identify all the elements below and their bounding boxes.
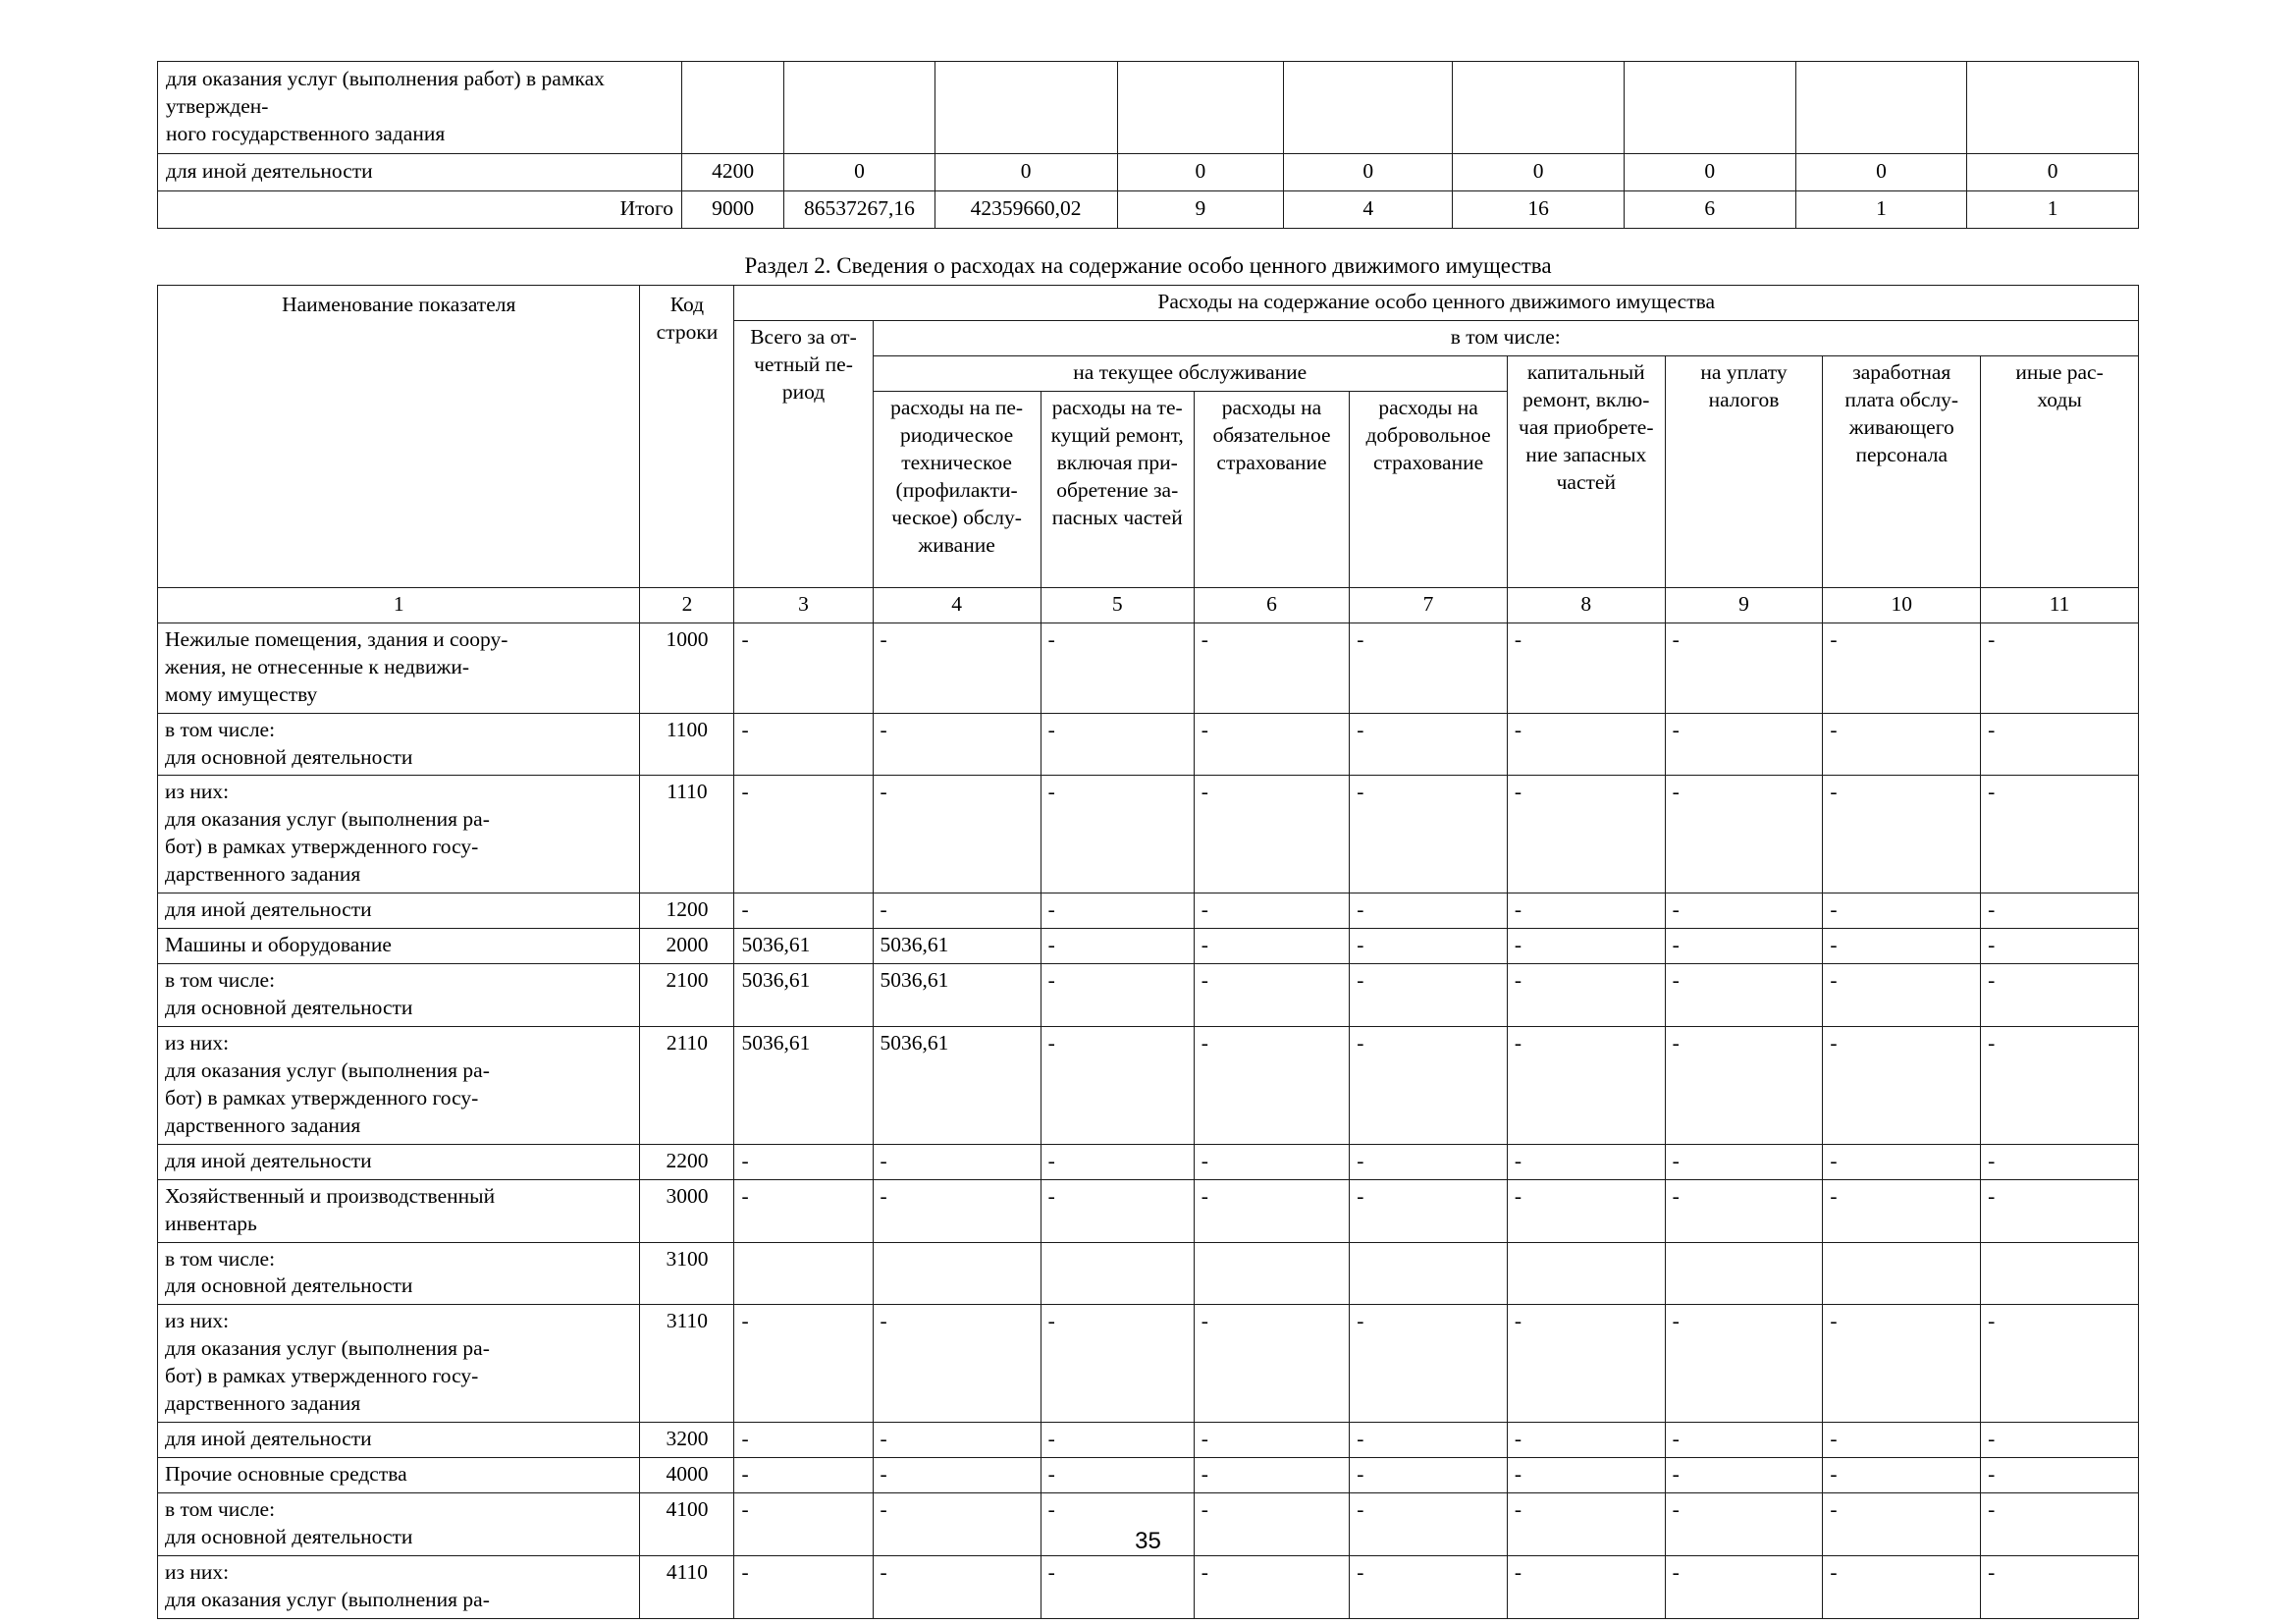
table-row-4200-cell-10: 0 — [1967, 153, 2139, 190]
table-row-2110-cell-11: - — [1981, 1026, 2139, 1144]
table-row-3100-cell-4 — [873, 1242, 1041, 1305]
column-number-4: 4 — [873, 587, 1041, 623]
table-row-1110-cell-3: - — [734, 776, 873, 893]
table-row-total-cell-2: 9000 — [682, 190, 784, 228]
table-row-4200-cell-9: 0 — [1795, 153, 1967, 190]
table-row-3100-cell-8 — [1507, 1242, 1665, 1305]
column-number-5: 5 — [1041, 587, 1194, 623]
table-row-3100-cell-5 — [1041, 1242, 1194, 1305]
header-group-expenses: Расходы на содержание особо ценного движимого имущества — [734, 286, 2139, 321]
table-row-1100-cell-11: - — [1981, 713, 2139, 776]
column-number-row — [158, 587, 2139, 623]
table-row-1200-cell-6: - — [1194, 893, 1349, 929]
table-row-3110-cell-6: - — [1194, 1305, 1349, 1423]
table-row-4000-cell-7: - — [1350, 1458, 1508, 1493]
table-row-1110-cell-9: - — [1665, 776, 1823, 893]
table-row-1100-code: 1100 — [640, 713, 734, 776]
table-row-1100-cell-6: - — [1194, 713, 1349, 776]
table-row-3100-cell-10 — [1823, 1242, 1981, 1305]
table-row-3000-cell-6: - — [1194, 1179, 1349, 1242]
table-row-2110-cell-6: - — [1194, 1026, 1349, 1144]
column-number-9: 9 — [1665, 587, 1823, 623]
table-row-3000-cell-4: - — [873, 1179, 1041, 1242]
table-row-3200-code: 3200 — [640, 1423, 734, 1458]
table-row-4110-cell-4: - — [873, 1555, 1041, 1618]
table-row-total-cell-10: 1 — [1967, 190, 2139, 228]
table-row-1000-cell-8: - — [1507, 623, 1665, 713]
header-group-current-service: на текущее обслуживание — [873, 355, 1507, 391]
table-row-3110-label: из них: для оказания услуг (выполнения ра- бот) в рамках утвержденного госу- дарственного задания — [158, 1305, 640, 1423]
table-row-total-cell-7: 16 — [1453, 190, 1625, 228]
table-row-1100 — [158, 713, 2139, 776]
table-row-4200-cell-6: 0 — [1284, 153, 1453, 190]
table-row-2100-cell-7: - — [1350, 964, 1508, 1027]
table-row-2000-code: 2000 — [640, 929, 734, 964]
table-row-4100-cell-5: - — [1041, 1493, 1194, 1556]
column-number-1: 1 — [158, 587, 640, 623]
table-row-3000-cell-5: - — [1041, 1179, 1194, 1242]
header-capital-repair: капитальный ремонт, вклю- чая приобрете- ние запасных частей — [1507, 355, 1665, 587]
table-row-total-cell-9: 1 — [1795, 190, 1967, 228]
table-row-1110-cell-4: - — [873, 776, 1041, 893]
table-row-1110-cell-8: - — [1507, 776, 1665, 893]
table-row-4000-cell-11: - — [1981, 1458, 2139, 1493]
table-row-3000-cell-11: - — [1981, 1179, 2139, 1242]
table-row-4100-label: в том числе: для основной деятельности — [158, 1493, 640, 1556]
table-row-2200-cell-11: - — [1981, 1144, 2139, 1179]
table-row-4100-cell-11: - — [1981, 1493, 2139, 1556]
table-row-3110-code: 3110 — [640, 1305, 734, 1423]
table-row-2110-cell-4: 5036,61 — [873, 1026, 1041, 1144]
table-row-2000-label: Машины и оборудование — [158, 929, 640, 964]
table-row-2200-label: для иной деятельности — [158, 1144, 640, 1179]
table-row-4110-cell-10: - — [1823, 1555, 1981, 1618]
table-row-1200-cell-7: - — [1350, 893, 1508, 929]
table-row-4100-continued-cell-2 — [682, 62, 784, 154]
table-row-2200 — [158, 1144, 2139, 1179]
table-row-1000-cell-10: - — [1823, 623, 1981, 713]
table-row-3200-cell-5: - — [1041, 1423, 1194, 1458]
table-row-2100-cell-4: 5036,61 — [873, 964, 1041, 1027]
table-row-4200-cell-3: 0 — [784, 153, 934, 190]
table-row-2200-cell-10: - — [1823, 1144, 1981, 1179]
table-row-1000-cell-4: - — [873, 623, 1041, 713]
column-number-6: 6 — [1194, 587, 1349, 623]
table-row-3100-label: в том числе: для основной деятельности — [158, 1242, 640, 1305]
table-row-2000 — [158, 929, 2139, 964]
table-row-3100-cell-11 — [1981, 1242, 2139, 1305]
table-row-1200-cell-4: - — [873, 893, 1041, 929]
table-row-2200-cell-9: - — [1665, 1144, 1823, 1179]
table-row-1200-cell-8: - — [1507, 893, 1665, 929]
header-name-of-indicator: Наименование показателя — [158, 286, 640, 588]
table-row-3110-cell-4: - — [873, 1305, 1041, 1423]
table-row-4100-continued-cell-10 — [1967, 62, 2139, 154]
table-row-1100-cell-8: - — [1507, 713, 1665, 776]
table-row-1200-cell-9: - — [1665, 893, 1823, 929]
table-row-1200-code: 1200 — [640, 893, 734, 929]
table-row-2000-cell-6: - — [1194, 929, 1349, 964]
table-row-3000 — [158, 1179, 2139, 1242]
table-row-1100-cell-7: - — [1350, 713, 1508, 776]
table-row-4100-continued — [158, 62, 2139, 154]
table-row-2100-code: 2100 — [640, 964, 734, 1027]
table-row-3110-cell-7: - — [1350, 1305, 1508, 1423]
table-row-1000-code: 1000 — [640, 623, 734, 713]
table-row-1100-cell-3: - — [734, 713, 873, 776]
table-row-1000-cell-9: - — [1665, 623, 1823, 713]
table-row-4200-cell-2: 4200 — [682, 153, 784, 190]
table-row-2000-cell-4: 5036,61 — [873, 929, 1041, 964]
table-row-total-cell-6: 4 — [1284, 190, 1453, 228]
table-row-1100-label: в том числе: для основной деятельности — [158, 713, 640, 776]
table-row-3100-code: 3100 — [640, 1242, 734, 1305]
table-row-2000-cell-9: - — [1665, 929, 1823, 964]
table-row-3000-cell-3: - — [734, 1179, 873, 1242]
table-row-1110-cell-6: - — [1194, 776, 1349, 893]
table-row-1000-cell-3: - — [734, 623, 873, 713]
table-row-total-cell-4: 42359660,02 — [934, 190, 1117, 228]
table-row-1110-code: 1110 — [640, 776, 734, 893]
table-row-2000-cell-5: - — [1041, 929, 1194, 964]
table-row-4110-code: 4110 — [640, 1555, 734, 1618]
table-row-2200-cell-5: - — [1041, 1144, 1194, 1179]
table-row-4000-cell-3: - — [734, 1458, 873, 1493]
table-row-3100 — [158, 1242, 2139, 1305]
header-periodic-technical-service: расходы на пе- риодическое техническое (профилакти- ческое) обслу- живание — [873, 391, 1041, 587]
table-row-1100-cell-4: - — [873, 713, 1041, 776]
table-row-3200-label: для иной деятельности — [158, 1423, 640, 1458]
table-row-2000-cell-11: - — [1981, 929, 2139, 964]
table-row-3000-code: 3000 — [640, 1179, 734, 1242]
table-row-4000-label: Прочие основные средства — [158, 1458, 640, 1493]
table-row-1200-cell-10: - — [1823, 893, 1981, 929]
column-number-7: 7 — [1350, 587, 1508, 623]
table-row-4100-continued-cell-3 — [784, 62, 934, 154]
table-row-4200-label: для иной деятельности — [158, 153, 682, 190]
column-number-10: 10 — [1823, 587, 1981, 623]
table-row-3200 — [158, 1423, 2139, 1458]
table-row-4200-cell-4: 0 — [934, 153, 1117, 190]
table-row-1100-cell-5: - — [1041, 713, 1194, 776]
table-row-4110-cell-6: - — [1194, 1555, 1349, 1618]
table-row-4200-cell-7: 0 — [1453, 153, 1625, 190]
table-row-3110-cell-8: - — [1507, 1305, 1665, 1423]
table-row-4110-cell-3: - — [734, 1555, 873, 1618]
table-row-1200-cell-11: - — [1981, 893, 2139, 929]
table-row-2110-cell-8: - — [1507, 1026, 1665, 1144]
table-row-2100-cell-3: 5036,61 — [734, 964, 873, 1027]
table-row-1000-cell-7: - — [1350, 623, 1508, 713]
table-row-4110-cell-7: - — [1350, 1555, 1508, 1618]
table-row-2000-cell-3: 5036,61 — [734, 929, 873, 964]
table-row-3000-cell-7: - — [1350, 1179, 1508, 1242]
column-number-2: 2 — [640, 587, 734, 623]
table-row-3110-cell-5: - — [1041, 1305, 1194, 1423]
table-row-1200-cell-5: - — [1041, 893, 1194, 929]
table-row-4110 — [158, 1555, 2139, 1618]
table-row-2200-cell-4: - — [873, 1144, 1041, 1179]
table-row-4100-continued-label: для оказания услуг (выполнения работ) в рамках утвержден- ного государственного задания — [158, 62, 682, 154]
table-row-4100-continued-cell-5 — [1117, 62, 1284, 154]
table-row-3200-cell-4: - — [873, 1423, 1041, 1458]
table-row-2100-cell-6: - — [1194, 964, 1349, 1027]
table-row-2110-cell-5: - — [1041, 1026, 1194, 1144]
page-number: 35 — [1135, 1528, 1161, 1554]
table-row-4200 — [158, 153, 2139, 190]
table-row-3110 — [158, 1305, 2139, 1423]
table-row-3200-cell-9: - — [1665, 1423, 1823, 1458]
table-row-1110 — [158, 776, 2139, 893]
table-row-3110-cell-11: - — [1981, 1305, 2139, 1423]
table-row-3110-cell-10: - — [1823, 1305, 1981, 1423]
table-row-2200-cell-6: - — [1194, 1144, 1349, 1179]
table-row-4000-cell-4: - — [873, 1458, 1041, 1493]
table-row-2100 — [158, 964, 2139, 1027]
table-row-1200-cell-3: - — [734, 893, 873, 929]
header-group-including: в том числе: — [873, 320, 2138, 355]
table-row-2110-cell-7: - — [1350, 1026, 1508, 1144]
table-row-1000-label: Нежилые помещения, здания и соору- жения, не отнесенные к недвижи- мому имуществу — [158, 623, 640, 713]
header-voluntary-insurance: расходы на добровольное страхование — [1350, 391, 1508, 587]
table-row-2100-cell-8: - — [1507, 964, 1665, 1027]
table-row-2200-cell-7: - — [1350, 1144, 1508, 1179]
table-row-1110-cell-10: - — [1823, 776, 1981, 893]
table-row-4100-cell-4: - — [873, 1493, 1041, 1556]
table-row-total-label: Итого — [158, 190, 682, 228]
table-row-4100-continued-cell-8 — [1624, 62, 1795, 154]
table-row-4000-cell-8: - — [1507, 1458, 1665, 1493]
table-section2 — [157, 285, 2139, 1619]
table-row-4000-cell-10: - — [1823, 1458, 1981, 1493]
header-taxes: на уплату налогов — [1665, 355, 1823, 587]
table-row-2200-cell-3: - — [734, 1144, 873, 1179]
table-row-3200-cell-10: - — [1823, 1423, 1981, 1458]
table-section1-continuation — [157, 61, 2139, 229]
table-row-4100-cell-3: - — [734, 1493, 873, 1556]
table-row-1000 — [158, 623, 2139, 713]
table-row-4100-cell-8: - — [1507, 1493, 1665, 1556]
table-row-4100-continued-cell-7 — [1453, 62, 1625, 154]
table-row-1000-cell-6: - — [1194, 623, 1349, 713]
table-row-2110 — [158, 1026, 2139, 1144]
table-row-2200-code: 2200 — [640, 1144, 734, 1179]
table-row-3110-cell-9: - — [1665, 1305, 1823, 1423]
table-row-1000-cell-5: - — [1041, 623, 1194, 713]
table-row-3000-cell-8: - — [1507, 1179, 1665, 1242]
table-row-total-cell-3: 86537267,16 — [784, 190, 934, 228]
column-number-11: 11 — [1981, 587, 2139, 623]
header-other-expenses: иные рас- ходы — [1981, 355, 2139, 587]
table-row-4000-code: 4000 — [640, 1458, 734, 1493]
table-row-2110-label: из них: для оказания услуг (выполнения ра- бот) в рамках утвержденного госу- дарственного задания — [158, 1026, 640, 1144]
table-row-4110-label: из них: для оказания услуг (выполнения ра- — [158, 1555, 640, 1618]
table-row-4100-cell-6: - — [1194, 1493, 1349, 1556]
table-row-4100-continued-cell-9 — [1795, 62, 1967, 154]
table-row-3200-cell-11: - — [1981, 1423, 2139, 1458]
header-total-for-period: Всего за от- четный пе- риод — [734, 320, 873, 587]
table-row-3100-cell-6 — [1194, 1242, 1349, 1305]
table-row-4200-cell-8: 0 — [1624, 153, 1795, 190]
column-number-8: 8 — [1507, 587, 1665, 623]
table-row-2000-cell-7: - — [1350, 929, 1508, 964]
table-row-3100-cell-3 — [734, 1242, 873, 1305]
section2-title: Раздел 2. Сведения о расходах на содержание особо ценного движимого имущества — [744, 253, 1552, 278]
table-row-2110-code: 2110 — [640, 1026, 734, 1144]
table-row-2000-cell-10: - — [1823, 929, 1981, 964]
table-row-total — [158, 190, 2139, 228]
table-row-2100-cell-9: - — [1665, 964, 1823, 1027]
table-row-2200-cell-8: - — [1507, 1144, 1665, 1179]
table-row-4000-cell-6: - — [1194, 1458, 1349, 1493]
table-row-3200-cell-3: - — [734, 1423, 873, 1458]
table-row-4000 — [158, 1458, 2139, 1493]
header-current-repair: расходы на те- кущий ремонт, включая при- обретение за- пасных частей — [1041, 391, 1194, 587]
table-row-2100-cell-10: - — [1823, 964, 1981, 1027]
header-salary: заработная плата обслу- живающего персонала — [1823, 355, 1981, 587]
header-mandatory-insurance: расходы на обязательное страхование — [1194, 391, 1349, 587]
table-row-4100-cell-9: - — [1665, 1493, 1823, 1556]
table-row-4110-cell-8: - — [1507, 1555, 1665, 1618]
table-row-2100-label: в том числе: для основной деятельности — [158, 964, 640, 1027]
table-row-3110-cell-3: - — [734, 1305, 873, 1423]
table-row-1000-cell-11: - — [1981, 623, 2139, 713]
table-row-4100-continued-cell-4 — [934, 62, 1117, 154]
table-row-3000-cell-10: - — [1823, 1179, 1981, 1242]
table-row-total-cell-5: 9 — [1117, 190, 1284, 228]
table-row-2110-cell-10: - — [1823, 1026, 1981, 1144]
table-row-1110-label: из них: для оказания услуг (выполнения ра- бот) в рамках утвержденного госу- дарственного задания — [158, 776, 640, 893]
table-row-2100-cell-11: - — [1981, 964, 2139, 1027]
header-row-1 — [158, 286, 2139, 321]
table-row-4100-cell-10: - — [1823, 1493, 1981, 1556]
table-row-total-cell-8: 6 — [1624, 190, 1795, 228]
table-row-1200-label: для иной деятельности — [158, 893, 640, 929]
table-row-4000-cell-5: - — [1041, 1458, 1194, 1493]
table-row-4100-continued-cell-6 — [1284, 62, 1453, 154]
table-row-4000-cell-9: - — [1665, 1458, 1823, 1493]
table-row-3200-cell-7: - — [1350, 1423, 1508, 1458]
table-row-1100-cell-9: - — [1665, 713, 1823, 776]
table-row-1100-cell-10: - — [1823, 713, 1981, 776]
table-row-1110-cell-5: - — [1041, 776, 1194, 893]
table-row-3200-cell-8: - — [1507, 1423, 1665, 1458]
table-row-4100-code: 4100 — [640, 1493, 734, 1556]
table-row-4110-cell-9: - — [1665, 1555, 1823, 1618]
column-number-3: 3 — [734, 587, 873, 623]
table-row-1110-cell-7: - — [1350, 776, 1508, 893]
table-row-3000-label: Хозяйственный и производственный инвентарь — [158, 1179, 640, 1242]
table-row-2110-cell-3: 5036,61 — [734, 1026, 873, 1144]
table-row-3100-cell-7 — [1350, 1242, 1508, 1305]
table-row-4110-cell-11: - — [1981, 1555, 2139, 1618]
table-row-1110-cell-11: - — [1981, 776, 2139, 893]
table-row-1200 — [158, 893, 2139, 929]
table-row-4110-cell-5: - — [1041, 1555, 1194, 1618]
header-row-code: Код строки — [640, 286, 734, 588]
table-row-2100-cell-5: - — [1041, 964, 1194, 1027]
table-row-2000-cell-8: - — [1507, 929, 1665, 964]
table-row-3200-cell-6: - — [1194, 1423, 1349, 1458]
table-row-4100-cell-7: - — [1350, 1493, 1508, 1556]
table-row-3000-cell-9: - — [1665, 1179, 1823, 1242]
table-row-2110-cell-9: - — [1665, 1026, 1823, 1144]
table-row-4200-cell-5: 0 — [1117, 153, 1284, 190]
table-row-3100-cell-9 — [1665, 1242, 1823, 1305]
